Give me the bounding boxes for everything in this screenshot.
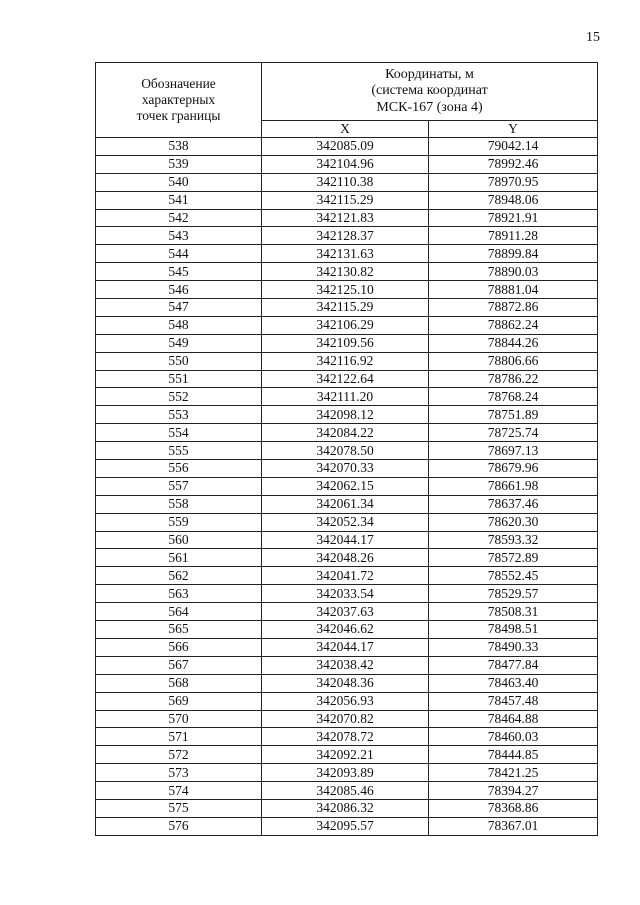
table-row (96, 674, 598, 692)
table-row (96, 728, 598, 746)
table-row (96, 513, 598, 531)
x-coordinate-cell: 342085.09 (262, 138, 429, 156)
x-coordinate-cell: 342086.32 (262, 799, 429, 817)
point-cell: 564 (96, 603, 262, 621)
table-row (96, 621, 598, 639)
x-coordinate-cell: 342093.89 (262, 764, 429, 782)
table-row (96, 388, 598, 406)
table-row (96, 817, 598, 835)
table-row (96, 227, 598, 245)
y-coordinate-cell: 78464.88 (429, 710, 598, 728)
y-coordinate-cell: 78751.89 (429, 406, 598, 424)
y-coordinate-cell: 78508.31 (429, 603, 598, 621)
y-coordinate-cell: 78697.13 (429, 442, 598, 460)
point-cell: 575 (96, 799, 262, 817)
table-row (96, 549, 598, 567)
table-row (96, 656, 598, 674)
y-coordinate-cell: 78970.95 (429, 173, 598, 191)
y-coordinate-cell: 78768.24 (429, 388, 598, 406)
table-row (96, 209, 598, 227)
table-row (96, 155, 598, 173)
point-cell: 549 (96, 334, 262, 352)
x-coordinate-cell: 342131.63 (262, 245, 429, 263)
point-cell: 560 (96, 531, 262, 549)
coords-header-line-1: Координаты, м (385, 66, 474, 82)
y-coordinate-cell: 78786.22 (429, 370, 598, 388)
y-coordinate-cell: 78552.45 (429, 567, 598, 585)
y-coordinate-cell: 78725.74 (429, 424, 598, 442)
point-cell: 548 (96, 316, 262, 334)
point-cell: 554 (96, 424, 262, 442)
x-coordinate-cell: 342038.42 (262, 656, 429, 674)
table-row (96, 603, 598, 621)
point-header-line-1: Обозначение (141, 76, 216, 91)
coordinates-header (262, 63, 598, 121)
y-column-header: Y (429, 120, 598, 137)
page-number: 15 (586, 30, 600, 45)
point-cell: 559 (96, 513, 262, 531)
point-cell: 555 (96, 442, 262, 460)
table-row (96, 746, 598, 764)
point-cell: 553 (96, 406, 262, 424)
point-cell: 567 (96, 656, 262, 674)
x-coordinate-cell: 342098.12 (262, 406, 429, 424)
point-cell: 566 (96, 638, 262, 656)
point-cell: 572 (96, 746, 262, 764)
point-cell: 539 (96, 155, 262, 173)
y-coordinate-cell: 78367.01 (429, 817, 598, 835)
table-body (96, 138, 598, 836)
x-coordinate-cell: 342033.54 (262, 585, 429, 603)
x-coordinate-cell: 342041.72 (262, 567, 429, 585)
y-coordinate-cell: 78992.46 (429, 155, 598, 173)
y-coordinate-cell: 78899.84 (429, 245, 598, 263)
table-row (96, 299, 598, 317)
point-cell: 545 (96, 263, 262, 281)
point-cell: 538 (96, 138, 262, 156)
x-coordinate-cell: 342092.21 (262, 746, 429, 764)
table-row (96, 138, 598, 156)
point-header-line-3: точек границы (136, 108, 221, 123)
table-row (96, 799, 598, 817)
x-coordinate-cell: 342128.37 (262, 227, 429, 245)
x-coordinate-cell: 342115.29 (262, 299, 429, 317)
table-row (96, 638, 598, 656)
x-coordinate-cell: 342111.20 (262, 388, 429, 406)
x-coordinate-cell: 342095.57 (262, 817, 429, 835)
x-coordinate-cell: 342046.62 (262, 621, 429, 639)
x-coordinate-cell: 342122.64 (262, 370, 429, 388)
x-coordinate-cell: 342104.96 (262, 155, 429, 173)
y-coordinate-cell: 78881.04 (429, 281, 598, 299)
point-cell: 568 (96, 674, 262, 692)
y-coordinate-cell: 78368.86 (429, 799, 598, 817)
point-cell: 540 (96, 173, 262, 191)
point-cell: 574 (96, 782, 262, 800)
table-row (96, 406, 598, 424)
y-coordinate-cell: 78679.96 (429, 460, 598, 478)
point-cell: 542 (96, 209, 262, 227)
table-row (96, 424, 598, 442)
x-coordinate-cell: 342061.34 (262, 495, 429, 513)
table-header (96, 63, 598, 138)
table-row (96, 531, 598, 549)
y-coordinate-cell: 78872.86 (429, 299, 598, 317)
x-column-header: X (262, 120, 429, 137)
table-row (96, 263, 598, 281)
y-coordinate-cell: 78911.28 (429, 227, 598, 245)
y-coordinate-cell: 78844.26 (429, 334, 598, 352)
x-coordinate-cell: 342115.29 (262, 191, 429, 209)
point-cell: 570 (96, 710, 262, 728)
x-coordinate-cell: 342044.17 (262, 531, 429, 549)
point-cell: 541 (96, 191, 262, 209)
point-cell: 573 (96, 764, 262, 782)
y-coordinate-cell: 78498.51 (429, 621, 598, 639)
y-coordinate-cell: 78572.89 (429, 549, 598, 567)
y-coordinate-cell: 78637.46 (429, 495, 598, 513)
x-coordinate-cell: 342052.34 (262, 513, 429, 531)
point-cell: 569 (96, 692, 262, 710)
x-coordinate-cell: 342048.26 (262, 549, 429, 567)
x-coordinate-cell: 342056.93 (262, 692, 429, 710)
x-coordinate-cell: 342116.92 (262, 352, 429, 370)
y-coordinate-cell: 79042.14 (429, 138, 598, 156)
y-coordinate-cell: 78394.27 (429, 782, 598, 800)
table-row (96, 281, 598, 299)
y-coordinate-cell: 78890.03 (429, 263, 598, 281)
point-cell: 562 (96, 567, 262, 585)
table-row (96, 334, 598, 352)
x-coordinate-cell: 342085.46 (262, 782, 429, 800)
point-cell: 558 (96, 495, 262, 513)
y-coordinate-cell: 78444.85 (429, 746, 598, 764)
x-coordinate-cell: 342125.10 (262, 281, 429, 299)
table-row (96, 316, 598, 334)
x-coordinate-cell: 342121.83 (262, 209, 429, 227)
y-coordinate-cell: 78477.84 (429, 656, 598, 674)
point-header-line-2: характерных (141, 92, 216, 107)
table-row (96, 477, 598, 495)
y-coordinate-cell: 78921.91 (429, 209, 598, 227)
point-cell: 551 (96, 370, 262, 388)
point-cell: 565 (96, 621, 262, 639)
table-row (96, 495, 598, 513)
point-cell: 561 (96, 549, 262, 567)
point-cell: 543 (96, 227, 262, 245)
table-row (96, 460, 598, 478)
point-cell: 550 (96, 352, 262, 370)
table-row (96, 352, 598, 370)
y-coordinate-cell: 78463.40 (429, 674, 598, 692)
point-cell: 571 (96, 728, 262, 746)
x-coordinate-cell: 342130.82 (262, 263, 429, 281)
table-row (96, 173, 598, 191)
x-coordinate-cell: 342070.33 (262, 460, 429, 478)
y-coordinate-cell: 78490.33 (429, 638, 598, 656)
coords-header-line-3: МСК-167 (зона 4) (376, 99, 483, 115)
y-coordinate-cell: 78806.66 (429, 352, 598, 370)
x-coordinate-cell: 342106.29 (262, 316, 429, 334)
x-coordinate-cell: 342110.38 (262, 173, 429, 191)
table-row (96, 710, 598, 728)
point-cell: 546 (96, 281, 262, 299)
y-coordinate-cell: 78593.32 (429, 531, 598, 549)
point-cell: 544 (96, 245, 262, 263)
x-coordinate-cell: 342062.15 (262, 477, 429, 495)
x-coordinate-cell: 342070.82 (262, 710, 429, 728)
table-row (96, 370, 598, 388)
y-coordinate-cell: 78529.57 (429, 585, 598, 603)
x-coordinate-cell: 342109.56 (262, 334, 429, 352)
x-coordinate-cell: 342078.72 (262, 728, 429, 746)
point-cell: 576 (96, 817, 262, 835)
table-row (96, 782, 598, 800)
table-row (96, 442, 598, 460)
point-designation-header (96, 63, 262, 138)
point-cell: 563 (96, 585, 262, 603)
x-coordinate-cell: 342078.50 (262, 442, 429, 460)
y-coordinate-cell: 78661.98 (429, 477, 598, 495)
point-cell: 552 (96, 388, 262, 406)
x-coordinate-cell: 342084.22 (262, 424, 429, 442)
point-cell: 547 (96, 299, 262, 317)
y-coordinate-cell: 78948.06 (429, 191, 598, 209)
point-cell: 556 (96, 460, 262, 478)
table-row (96, 585, 598, 603)
x-coordinate-cell: 342037.63 (262, 603, 429, 621)
table-row (96, 245, 598, 263)
table-row (96, 567, 598, 585)
x-coordinate-cell: 342044.17 (262, 638, 429, 656)
point-cell: 557 (96, 477, 262, 495)
coords-header-line-2: (система координат (371, 83, 488, 99)
table-row (96, 764, 598, 782)
y-coordinate-cell: 78862.24 (429, 316, 598, 334)
y-coordinate-cell: 78457.48 (429, 692, 598, 710)
y-coordinate-cell: 78620.30 (429, 513, 598, 531)
x-coordinate-cell: 342048.36 (262, 674, 429, 692)
table-row (96, 692, 598, 710)
y-coordinate-cell: 78460.03 (429, 728, 598, 746)
table-row (96, 191, 598, 209)
y-coordinate-cell: 78421.25 (429, 764, 598, 782)
coordinates-table (95, 62, 598, 836)
